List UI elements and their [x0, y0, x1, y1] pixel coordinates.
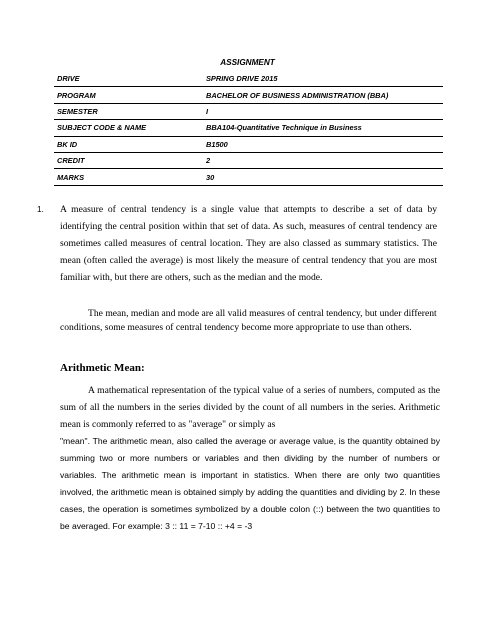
info-key: DRIVE — [54, 71, 203, 87]
info-value: BACHELOR OF BUSINESS ADMINISTRATION (BBA) — [203, 87, 443, 103]
paragraph-text: A measure of central tendency is a single value that attempts to describe a set of data by identifying the central position within that set of data. As such, measures of central tendency are sometimes called measures of central location. They are also classed as summary statistics. The mean (often called the average) is most likely the measure of central tendency that you are most familiar with, but there are others, such as the median and the mode. — [60, 204, 437, 284]
assignment-title: ASSIGNMENT — [220, 58, 275, 67]
info-value: BBA104-Quantitative Technique in Business — [203, 120, 443, 136]
table-row — [54, 169, 443, 185]
info-value: 30 — [203, 169, 443, 185]
table-row — [54, 152, 443, 168]
section-heading: Arithmetic Mean: — [60, 362, 145, 374]
table-row — [54, 71, 443, 87]
info-value: SPRING DRIVE 2015 — [203, 71, 443, 87]
question-number: 1. — [37, 205, 44, 214]
paragraph-text: The mean, median and mode are all valid measures of central tendency, but under different conditions, some measures of central tendency become more appropriate to use than others. — [60, 308, 437, 333]
arithmetic-mean-paragraph — [60, 382, 440, 535]
table-row — [54, 120, 443, 136]
table-row — [54, 87, 443, 103]
info-value: B1500 — [203, 136, 443, 152]
assignment-info-table — [54, 71, 443, 186]
info-key: PROGRAM — [54, 87, 203, 103]
info-key: MARKS — [54, 169, 203, 185]
info-key: SEMESTER — [54, 103, 203, 119]
info-key: SUBJECT CODE & NAME — [54, 120, 203, 136]
info-value: 2 — [203, 152, 443, 168]
table-row — [54, 136, 443, 152]
info-value: I — [203, 103, 443, 119]
paragraph-text: A mathematical representation of the typical value of a series of numbers, computed as the sum of all the numbers in the series divided by the count of all numbers in the series. Arithmetic mean is commonly referred to as "average" or simply as — [60, 385, 440, 430]
table-row — [54, 103, 443, 119]
question-1-paragraph-2 — [60, 307, 440, 334]
info-key: CREDIT — [54, 152, 203, 168]
info-key: BK ID — [54, 136, 203, 152]
question-1-paragraph — [37, 201, 437, 286]
paragraph-text: "mean". The arithmetic mean, also called the average or average value, is the quantity obtained by summing two or more numbers or variables and then dividing by the number of numbers or variables. The arithmetic mean is important in statistics. When there are only two quantities involved, the arithmetic mean is obtained simply by adding the quantities and dividing by 2. In these cases, the operation is sometimes symbolized by a double colon (::) between the two quantities to be averaged. For example: 3 :: 11 = 7-10 :: +4 = -3 — [60, 436, 440, 531]
